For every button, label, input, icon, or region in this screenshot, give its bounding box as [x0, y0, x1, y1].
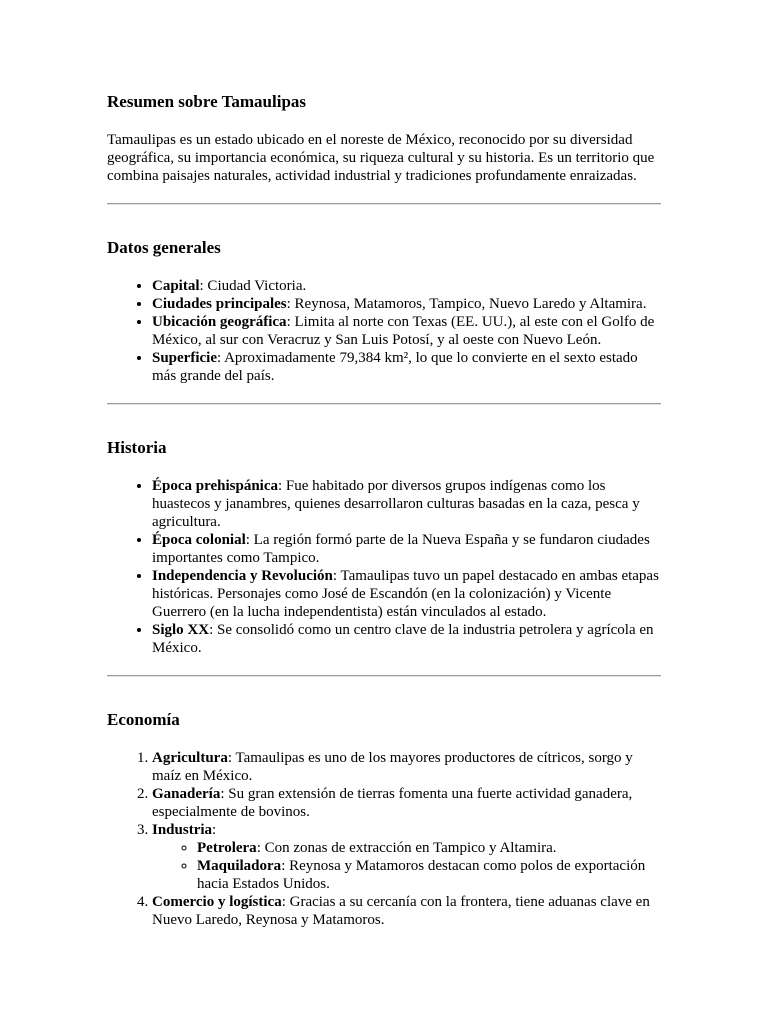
- industria-sublist: [152, 839, 661, 893]
- sublist-item: [197, 839, 661, 857]
- item-text: : Reynosa, Matamoros, Tampico, Nuevo Laredo y Altamira.: [286, 296, 647, 312]
- item-text: : Fue habitado por diversos grupos indígenas como los huastecos y janambres, quienes desarrollaron culturas basadas en la caza, pesca y agricultura.: [152, 478, 640, 530]
- item-term: Comercio y logística: [152, 894, 282, 910]
- section-title-datos: Datos generales: [107, 238, 221, 257]
- item-text: : Con zonas de extracción en Tampico y Altamira.: [256, 840, 557, 856]
- list-item: [152, 277, 661, 295]
- item-text: : La región formó parte de la Nueva España y se fundaron ciudades importantes como Tampico.: [152, 532, 650, 566]
- item-term: Época colonial: [152, 532, 246, 548]
- item-term: Capital: [152, 278, 200, 294]
- list-item: [152, 349, 661, 385]
- divider: [107, 403, 661, 405]
- list-item: [152, 295, 661, 313]
- datos-list: [107, 277, 661, 385]
- item-text: :: [212, 822, 217, 838]
- item-text: : Aproximadamente 79,384 km², lo que lo convierte en el sexto estado más grande del país.: [152, 350, 638, 384]
- section-title-economia: Economía: [107, 710, 180, 729]
- divider: [107, 675, 661, 677]
- item-text: : Su gran extensión de tierras fomenta una fuerte actividad ganadera, especialmente de bovinos.: [152, 786, 633, 820]
- item-term: Independencia y Revolución: [152, 568, 333, 584]
- item-text: : Tamaulipas tuvo un papel destacado en ambas etapas históricas. Personajes como José de Escandón (en la colonización) y Vicente Guerrero (en la lucha independentista) están vinculados al estado.: [152, 568, 659, 620]
- item-text: : Tamaulipas es uno de los mayores productores de cítricos, sorgo y maíz en México.: [152, 750, 633, 784]
- item-term: Ciudades principales: [152, 296, 287, 312]
- item-term: Ubicación geográfica: [152, 314, 287, 330]
- item-text: : Gracias a su cercanía con la frontera, tiene aduanas clave en Nuevo Laredo, Reynosa y Matamoros.: [152, 894, 650, 928]
- item-text: : Se consolidó como un centro clave de la industria petrolera y agrícola en México.: [152, 622, 654, 656]
- list-item: [152, 893, 661, 929]
- list-item: [152, 567, 661, 621]
- item-term: Petrolera: [197, 840, 257, 856]
- sublist-item: [197, 857, 661, 893]
- list-item: [152, 313, 661, 349]
- list-item: [152, 821, 661, 893]
- section-title-historia: Historia: [107, 438, 167, 457]
- item-term: Época prehispánica: [152, 478, 278, 494]
- list-item: [152, 531, 661, 567]
- item-term: Agricultura: [152, 750, 228, 766]
- economia-list: [107, 749, 661, 929]
- item-term: Industria: [152, 822, 213, 838]
- document-title: Resumen sobre Tamaulipas: [107, 92, 307, 111]
- item-text: : Reynosa y Matamoros destacan como polos de exportación hacia Estados Unidos.: [197, 858, 646, 892]
- item-text: : Limita al norte con Texas (EE. UU.), al este con el Golfo de México, al sur con Veracruz y San Luis Potosí, y al oeste con Nuevo León.: [152, 314, 655, 348]
- divider: [107, 203, 661, 205]
- list-item: [152, 749, 661, 785]
- item-term: Siglo XX: [152, 622, 210, 638]
- intro-paragraph: Tamaulipas es un estado ubicado en el noreste de México, reconocido por su diversidad geográfica, su importancia económica, su riqueza cultural y su historia. Es un territorio que combina paisajes naturales, actividad industrial y tradiciones profundamente enraizadas.: [107, 132, 655, 184]
- item-term: Maquiladora: [197, 858, 282, 874]
- list-item: [152, 785, 661, 821]
- historia-list: [107, 477, 661, 657]
- item-text: : Ciudad Victoria.: [199, 278, 307, 294]
- list-item: [152, 477, 661, 531]
- list-item: [152, 621, 661, 657]
- item-term: Superficie: [152, 350, 217, 366]
- item-term: Ganadería: [152, 786, 221, 802]
